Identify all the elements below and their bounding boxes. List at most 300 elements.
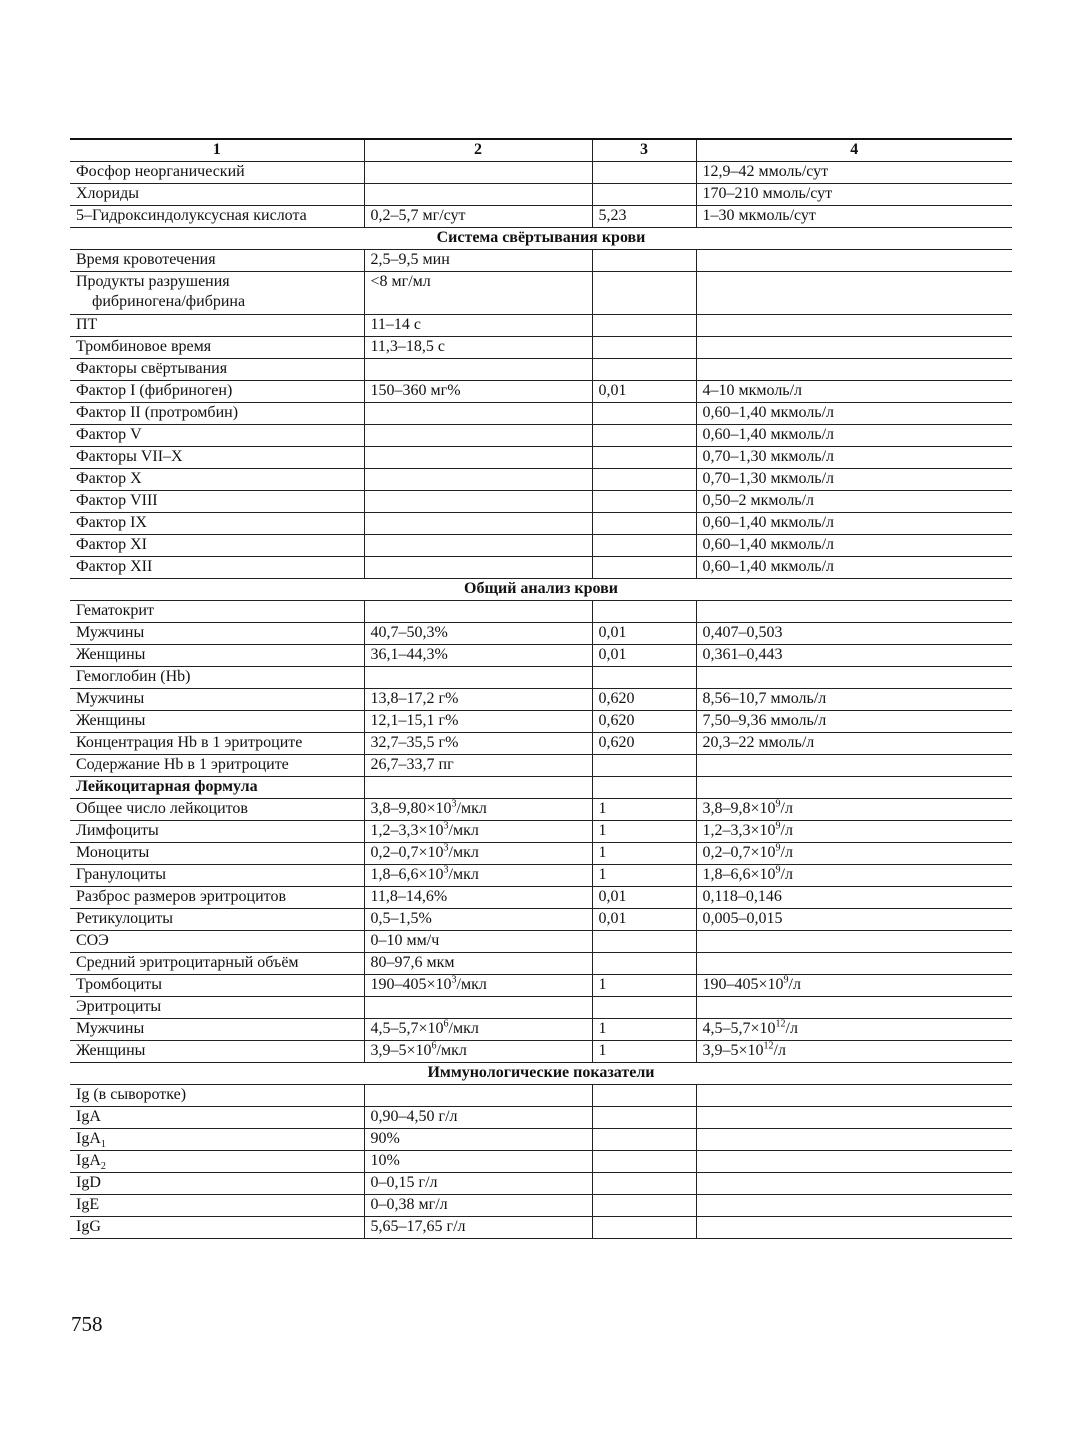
indicator-cell [70,557,364,579]
indicator-cell [70,1195,364,1217]
table-row [70,645,1012,667]
conventional-value-cell [364,1195,592,1217]
cell-text: ПТ [76,316,98,333]
cell-text: 1 [598,866,607,883]
cell-text: Лимфоциты [76,822,159,839]
table-row [70,997,1012,1019]
indicator-cell [70,1107,364,1129]
table-row [70,733,1012,755]
conventional-value-cell [364,491,592,513]
conventional-value-cell [364,250,592,272]
cell-text: 26,7–33,7 пг [370,756,454,773]
indicator-cell [70,403,364,425]
indicator-cell [70,250,364,272]
cell-text: 190–405×10 [702,976,784,993]
cell-text: 12,1–15,1 г% [370,712,459,729]
conventional-value-cell [364,601,592,623]
conversion-factor-cell [592,1151,696,1173]
cell-text: IgD [76,1174,101,1191]
conversion-factor-cell [592,315,696,337]
conventional-value-cell [364,755,592,777]
conversion-factor-cell [592,425,696,447]
table-row [70,162,1012,184]
table-row [70,1173,1012,1195]
conversion-factor-cell [592,777,696,799]
conventional-value-cell [364,887,592,909]
cell-text: Мужчины [76,1020,145,1037]
si-value-cell [696,997,1012,1019]
table-row [70,1085,1012,1107]
cell-text: 32,7–35,5 г% [370,734,459,751]
table-row [70,1195,1012,1217]
cell-text: Концентрация Hb в 1 эритроците [76,734,303,751]
indicator-cell [70,535,364,557]
cell-text: IgG [76,1218,101,1235]
cell-text: 0,2–5,7 мг/сут [370,207,466,224]
indicator-cell [70,997,364,1019]
cell-text: Тромбиновое время [76,338,212,355]
exponent: 3 [443,820,449,832]
cell-text: 0,60–1,40 мкмоль/л [702,558,835,575]
table-row [70,425,1012,447]
si-value-cell [696,491,1012,513]
cell-text: Гемоглобин (Hb) [76,668,191,685]
indicator-cell [70,843,364,865]
cell-text: 4,5–5,7×10 [702,1020,776,1037]
indicator-cell [70,513,364,535]
table-row [70,1107,1012,1129]
si-value-cell [696,184,1012,206]
cell-text: 0,620 [598,690,635,707]
si-value-cell [696,931,1012,953]
si-value-cell [696,623,1012,645]
indicator-cell [70,667,364,689]
indicator-cell [70,623,364,645]
table-row [70,250,1012,272]
exponent: 6 [443,1018,449,1030]
table-row [70,909,1012,931]
table-row [70,381,1012,403]
conversion-factor-cell [592,667,696,689]
cell-text: 80–97,6 мкм [370,954,455,971]
conversion-factor-cell [592,909,696,931]
unit-suffix: /мкл [456,976,487,993]
conventional-value-cell [364,975,592,997]
cell-text: Гематокрит [76,602,154,619]
indicator-cell [70,821,364,843]
si-value-cell [696,733,1012,755]
cell-text: 0,01 [598,382,627,399]
cell-text: 0,70–1,30 мкмоль/л [702,470,835,487]
indicator-cell [70,381,364,403]
subscript: 1 [100,1139,106,1151]
conventional-value-cell [364,206,592,228]
exponent: 12 [775,1018,786,1030]
cell-text: Средний эритроцитарный объём [76,954,299,971]
cell-text: Тромбоциты [76,976,162,993]
cell-text: Ретикулоциты [76,910,174,927]
indicator-cell [70,447,364,469]
cell-text: Фактор XI [76,536,147,553]
si-value-cell [696,315,1012,337]
section-title: Общий анализ крови [70,579,1012,601]
cell-text: Фактор I (фибриноген) [76,382,233,399]
si-value-cell [696,755,1012,777]
conventional-value-cell [364,272,592,315]
cell-text: 1 [598,976,607,993]
si-value-cell [696,272,1012,315]
conventional-value-cell [364,447,592,469]
exponent: 3 [451,798,457,810]
si-value-cell [696,557,1012,579]
indicator-cell [70,1129,364,1151]
cell-text: 0,01 [598,888,627,905]
conventional-value-cell [364,777,592,799]
cell-text: 5,23 [598,207,627,224]
conversion-factor-cell [592,1217,696,1239]
cell-text: 1 [598,822,607,839]
si-value-cell [696,206,1012,228]
header-col-2: 2 [364,139,592,162]
indicator-cell [70,206,364,228]
indicator-cell [70,1041,364,1063]
unit-suffix: /мкл [448,844,479,861]
table-row [70,447,1012,469]
table-row [70,206,1012,228]
table-row [70,557,1012,579]
conventional-value-cell [364,689,592,711]
table-row [70,535,1012,557]
cell-text: Женщины [76,1042,146,1059]
indicator-cell [70,491,364,513]
unit-suffix: /мкл [456,800,487,817]
cell-text: 0,2–0,7×10 [370,844,444,861]
conventional-value-cell [364,733,592,755]
unit-suffix: /мкл [448,1020,479,1037]
conversion-factor-cell [592,535,696,557]
header-col-4: 4 [696,139,1012,162]
indicator-cell [70,359,364,381]
conventional-value-cell [364,469,592,491]
cell-text: 0,620 [598,734,635,751]
si-value-cell [696,250,1012,272]
cell-text: Фактор X [76,470,142,487]
subscript: 2 [100,1161,106,1173]
table-row [70,513,1012,535]
table-row [70,777,1012,799]
cell-text: 11–14 с [370,316,422,333]
cell-text: Хлориды [76,185,139,202]
cell-text: 0,01 [598,910,627,927]
cell-text: Женщины [76,646,146,663]
cell-text: 3,9–5×10 [702,1042,764,1059]
cell-text: 12,9–42 ммоль/сут [702,163,829,180]
cell-text: Гранулоциты [76,866,167,883]
conversion-factor-cell [592,1019,696,1041]
conventional-value-cell [364,931,592,953]
conversion-factor-cell [592,689,696,711]
cell-text: 0,50–2 мкмоль/л [702,492,815,509]
conventional-value-cell [364,645,592,667]
cell-text: Фактор II (протромбин) [76,404,239,421]
cell-text: Фактор VIII [76,492,158,509]
indicator-cell [70,931,364,953]
conversion-factor-cell [592,623,696,645]
indicator-cell [70,975,364,997]
conventional-value-cell [364,513,592,535]
cell-text: Факторы VII–X [76,448,183,465]
cell-text: СОЭ [76,932,109,949]
conversion-factor-cell [592,403,696,425]
unit-suffix: /мкл [436,1042,467,1059]
si-value-cell [696,1019,1012,1041]
conventional-value-cell [364,184,592,206]
si-value-cell [696,711,1012,733]
unit-suffix: /мкл [448,866,479,883]
cell-text: 170–210 ммоль/сут [702,185,833,202]
unit-suffix: /мкл [448,822,479,839]
table-row [70,821,1012,843]
cell-text: <8 мг/мл [370,273,431,290]
conversion-factor-cell [592,799,696,821]
cell-text: 0,361–0,443 [702,646,783,663]
si-value-cell [696,821,1012,843]
conventional-value-cell [364,1085,592,1107]
conversion-factor-cell [592,162,696,184]
conversion-factor-cell [592,953,696,975]
conversion-factor-cell [592,821,696,843]
conversion-factor-cell [592,843,696,865]
exponent: 9 [783,974,789,986]
si-value-cell [696,469,1012,491]
cell-text: 0,407–0,503 [702,624,783,641]
cell-text: 13,8–17,2 г% [370,690,459,707]
conversion-factor-cell [592,865,696,887]
indicator-cell [70,689,364,711]
cell-text: 0–0,15 г/л [370,1174,438,1191]
section-title: Иммунологические показатели [70,1063,1012,1085]
exponent: 9 [775,864,781,876]
indicator-cell [70,425,364,447]
si-value-cell [696,601,1012,623]
si-value-cell [696,689,1012,711]
table-row [70,601,1012,623]
conversion-factor-cell [592,1085,696,1107]
cell-text: Время кровотечения [76,251,216,268]
table-row [70,865,1012,887]
conventional-value-cell [364,821,592,843]
conventional-value-cell [364,865,592,887]
conventional-value-cell [364,425,592,447]
indicator-cell [70,601,364,623]
cell-text: 0–10 мм/ч [370,932,440,949]
si-value-cell [696,667,1012,689]
indicator-cell [70,337,364,359]
exponent: 6 [431,1040,437,1052]
indicator-cell [70,865,364,887]
cell-text: Факторы свёртывания [76,360,228,377]
si-value-cell [696,953,1012,975]
unit-suffix: /л [780,844,793,861]
indicator-cell [70,733,364,755]
cell-text: Мужчины [76,690,145,707]
conversion-factor-cell [592,1041,696,1063]
conversion-factor-cell [592,1107,696,1129]
si-value-cell [696,513,1012,535]
conventional-value-cell [364,799,592,821]
indicator-cell [70,711,364,733]
conventional-value-cell [364,1151,592,1173]
cell-text: 0,60–1,40 мкмоль/л [702,536,835,553]
si-value-cell [696,1129,1012,1151]
cell-text: 1,2–3,3×10 [370,822,444,839]
cell-text: 36,1–44,3% [370,646,448,663]
cell-text: 1 [598,1020,607,1037]
cell-text: 1–30 мкмоль/сут [702,207,816,224]
page-number: 758 [71,1312,103,1336]
header-row [70,139,1012,162]
table-row [70,469,1012,491]
cell-text: 3,8–9,8×10 [702,800,776,817]
conversion-factor-cell [592,184,696,206]
conventional-value-cell [364,953,592,975]
table-row [70,359,1012,381]
section-row [70,228,1012,250]
cell-text-line-2: фибриногена/фибрина [92,293,246,310]
table-row [70,1129,1012,1151]
indicator-cell [70,953,364,975]
table-row [70,1041,1012,1063]
cell-text: Женщины [76,712,146,729]
cell-text: Ig (в сыворотке) [76,1086,187,1103]
conversion-factor-cell [592,931,696,953]
cell-text: 0–0,38 мг/л [370,1196,448,1213]
cell-text: 1,2–3,3×10 [702,822,776,839]
section-title: Система свёртывания крови [70,228,1012,250]
indicator-cell [70,755,364,777]
section-row [70,1063,1012,1085]
cell-text: Эритроциты [76,998,162,1015]
conversion-factor-cell [592,1195,696,1217]
table-row [70,887,1012,909]
conventional-value-cell [364,667,592,689]
cell-text: Лейкоцитарная формула [76,778,258,795]
cell-text: Общее число лейкоцитов [76,800,248,817]
si-value-cell [696,777,1012,799]
unit-suffix: /л [788,976,801,993]
cell-text: Продукты разрушения [76,273,230,290]
conventional-value-cell [364,1217,592,1239]
cell-text: 11,3–18,5 с [370,338,446,355]
conventional-value-cell [364,997,592,1019]
indicator-cell [70,272,364,315]
cell-text: 0,01 [598,624,627,641]
conventional-value-cell [364,557,592,579]
unit-suffix: /л [785,1020,798,1037]
cell-text: IgA [76,1152,101,1169]
cell-text: 1 [598,800,607,817]
conversion-factor-cell [592,557,696,579]
conventional-value-cell [364,909,592,931]
conventional-value-cell [364,623,592,645]
si-value-cell [696,1041,1012,1063]
conversion-factor-cell [592,381,696,403]
exponent: 9 [775,842,781,854]
conventional-value-cell [364,337,592,359]
conversion-factor-cell [592,645,696,667]
cell-text: IgA [76,1130,101,1147]
si-value-cell [696,381,1012,403]
conversion-factor-cell [592,447,696,469]
cell-text: Мужчины [76,624,145,641]
conversion-factor-cell [592,1129,696,1151]
table-row [70,755,1012,777]
cell-text: 0,118–0,146 [702,888,782,905]
table-row [70,337,1012,359]
header-col-1: 1 [70,139,364,162]
table-header [70,139,1012,162]
cell-text: 0,70–1,30 мкмоль/л [702,448,835,465]
conventional-value-cell [364,1019,592,1041]
si-value-cell [696,425,1012,447]
unit-suffix: /л [780,822,793,839]
table-row [70,931,1012,953]
cell-text: 4,5–5,7×10 [370,1020,444,1037]
conversion-factor-cell [592,513,696,535]
si-value-cell [696,975,1012,997]
indicator-cell [70,777,364,799]
cell-text: Моноциты [76,844,150,861]
cell-text: 0,5–1,5% [370,910,432,927]
conversion-factor-cell [592,887,696,909]
cell-text: 8,56–10,7 ммоль/л [702,690,827,707]
cell-text: Фосфор неорганический [76,163,245,180]
table-row [70,272,1012,315]
conversion-factor-cell [592,206,696,228]
si-value-cell [696,645,1012,667]
cell-text: 10% [370,1152,400,1169]
conventional-value-cell [364,1041,592,1063]
conversion-factor-cell [592,975,696,997]
si-value-cell [696,843,1012,865]
unit-suffix: /л [773,1042,786,1059]
cell-text: 0,90–4,50 г/л [370,1108,458,1125]
si-value-cell [696,162,1012,184]
table-row [70,315,1012,337]
conversion-factor-cell [592,469,696,491]
exponent: 3 [451,974,457,986]
table-row [70,799,1012,821]
si-value-cell [696,1217,1012,1239]
cell-text: 1 [598,1042,607,1059]
indicator-cell [70,1151,364,1173]
indicator-cell [70,1217,364,1239]
cell-text: 0,2–0,7×10 [702,844,776,861]
conversion-factor-cell [592,997,696,1019]
table-row [70,667,1012,689]
exponent: 3 [443,864,449,876]
exponent: 3 [443,842,449,854]
cell-text: 7,50–9,36 ммоль/л [702,712,827,729]
cell-text: IgA [76,1108,101,1125]
cell-text: 0,005–0,015 [702,910,783,927]
conversion-factor-cell [592,1173,696,1195]
header-col-3: 3 [592,139,696,162]
conversion-factor-cell [592,711,696,733]
cell-text: 20,3–22 ммоль/л [702,734,815,751]
si-value-cell [696,1151,1012,1173]
si-value-cell [696,1085,1012,1107]
